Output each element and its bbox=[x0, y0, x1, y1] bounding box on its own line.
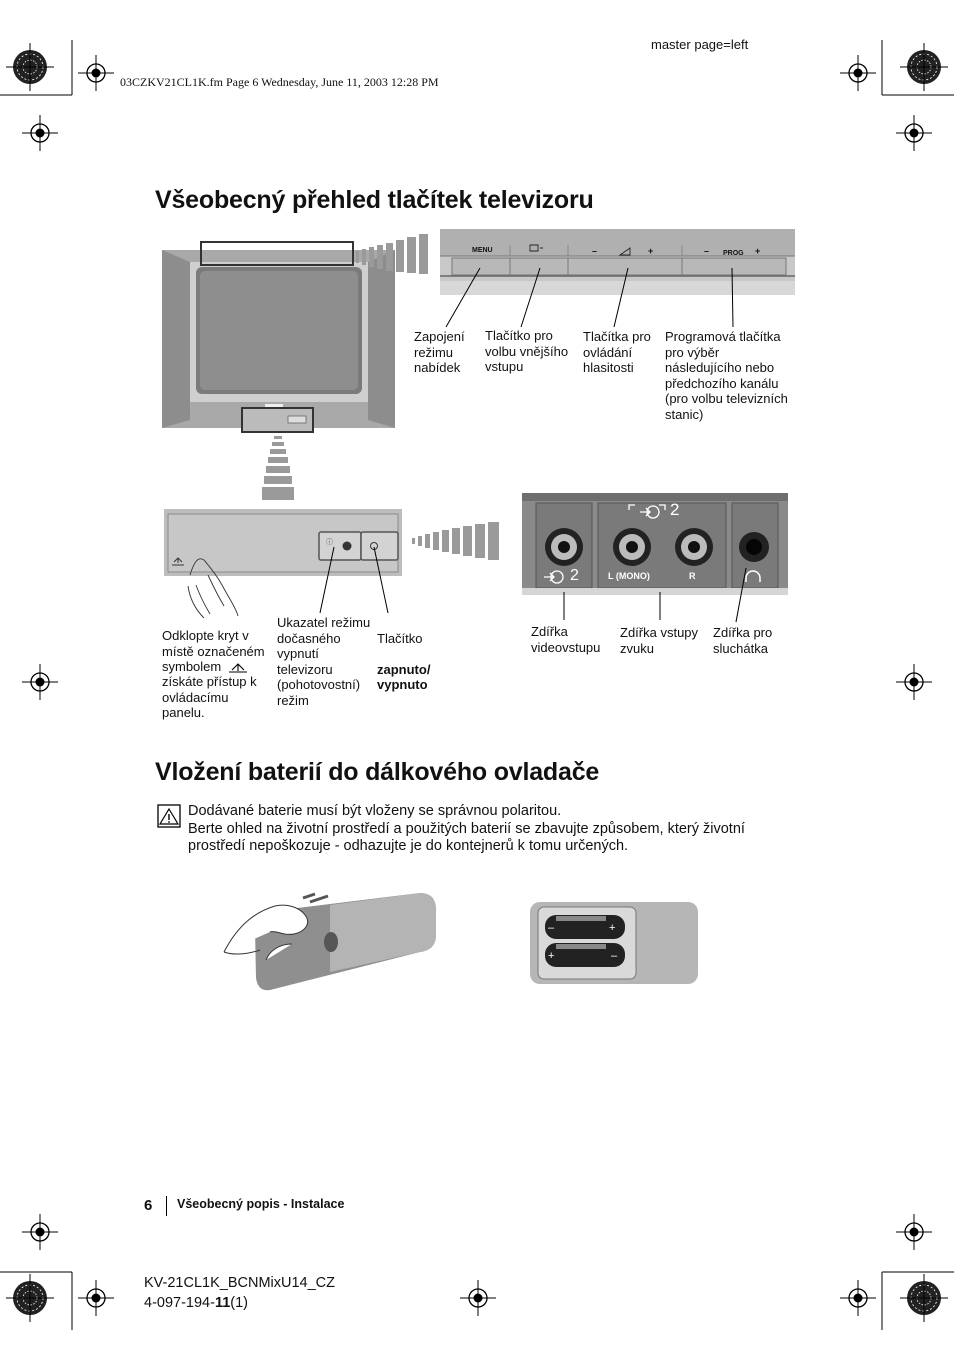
warning-line-1: Dodávané baterie musí být vloženy se správnou polaritou. bbox=[188, 803, 562, 819]
footer-code-prefix: 4-097-194- bbox=[144, 1295, 215, 1311]
strip-plus2-mark: + bbox=[755, 246, 761, 256]
strip-minus2-mark: – bbox=[704, 246, 710, 256]
label-menu: Zapojení režimu nabídek bbox=[414, 329, 465, 375]
footer-code bbox=[144, 1295, 248, 1311]
footer-code-bold: 11 bbox=[214, 1295, 231, 1311]
section-title-batteries: Vložení baterií do dálkového ovladače bbox=[155, 758, 600, 786]
label-audio-in: Zdířka vstupy zvuku bbox=[620, 625, 699, 656]
strip-prog-mark: PROG bbox=[723, 250, 744, 257]
warning-line-2: Berte ohled na životní prostředí a použitých baterií se zbavujte způsobem, který životní bbox=[188, 820, 745, 837]
label-cover-rest: získáte přístup k ovládacímu panelu. bbox=[162, 674, 257, 720]
strip-minus1-mark: – bbox=[592, 246, 598, 256]
label-input: Tlačítko pro volbu vnějšího vstupu bbox=[485, 328, 569, 374]
label-volume: Tlačítka pro ovládání hlasitosti bbox=[583, 329, 651, 375]
master-page-label: master page=left bbox=[651, 37, 749, 52]
footer-model: KV-21CL1K_BCNMixU14_CZ bbox=[144, 1275, 335, 1291]
jack-left-mark: L (MONO) bbox=[608, 571, 650, 581]
warning-line-3: prostředí nepoškozuje - odhazujte je do kontejnerů k tomu určených. bbox=[188, 838, 629, 854]
label-power-bold: zapnuto/ vypnuto bbox=[377, 661, 431, 692]
label-power-prefix: Tlačítko bbox=[377, 630, 423, 646]
section-title-buttons: Všeobecný přehled tlačítek televizoru bbox=[155, 186, 594, 214]
jack-av2-top-mark: 2 bbox=[670, 500, 680, 519]
jack-av2-bottom-mark: 2 bbox=[570, 567, 579, 584]
footer-divider bbox=[166, 1196, 167, 1216]
svg-text:–: – bbox=[611, 950, 618, 962]
svg-text:+: + bbox=[609, 922, 616, 934]
label-cover: Odklopte kryt v místě označeném symbolem bbox=[162, 628, 265, 674]
jack-right-mark: R bbox=[689, 571, 696, 581]
label-video-in: Zdířka videovstupu bbox=[531, 624, 601, 655]
strip-plus1-mark: + bbox=[648, 246, 654, 256]
svg-text:+: + bbox=[548, 950, 555, 962]
svg-text:–: – bbox=[548, 922, 555, 934]
svg-text:ⓘ: ⓘ bbox=[326, 539, 333, 546]
file-stamp: 03CZKV21CL1K.fm Page 6 Wednesday, June 11, 2003 12:28 PM bbox=[120, 75, 439, 89]
strip-menu-mark: MENU bbox=[472, 247, 493, 254]
footer-section: Všeobecný popis - Instalace bbox=[177, 1197, 345, 1211]
footer-code-suffix: (1) bbox=[230, 1295, 249, 1311]
label-standby: Ukazatel režimu dočasného vypnutí televizoru (pohotovostní) režim bbox=[277, 615, 371, 708]
page-number: 6 bbox=[144, 1197, 153, 1214]
label-headphones: Zdířka pro sluchátka bbox=[713, 625, 773, 656]
label-program: Programová tlačítka pro výběr následujícího nebo předchozího kanálu (pro volbu televizních stanic) bbox=[665, 329, 788, 422]
